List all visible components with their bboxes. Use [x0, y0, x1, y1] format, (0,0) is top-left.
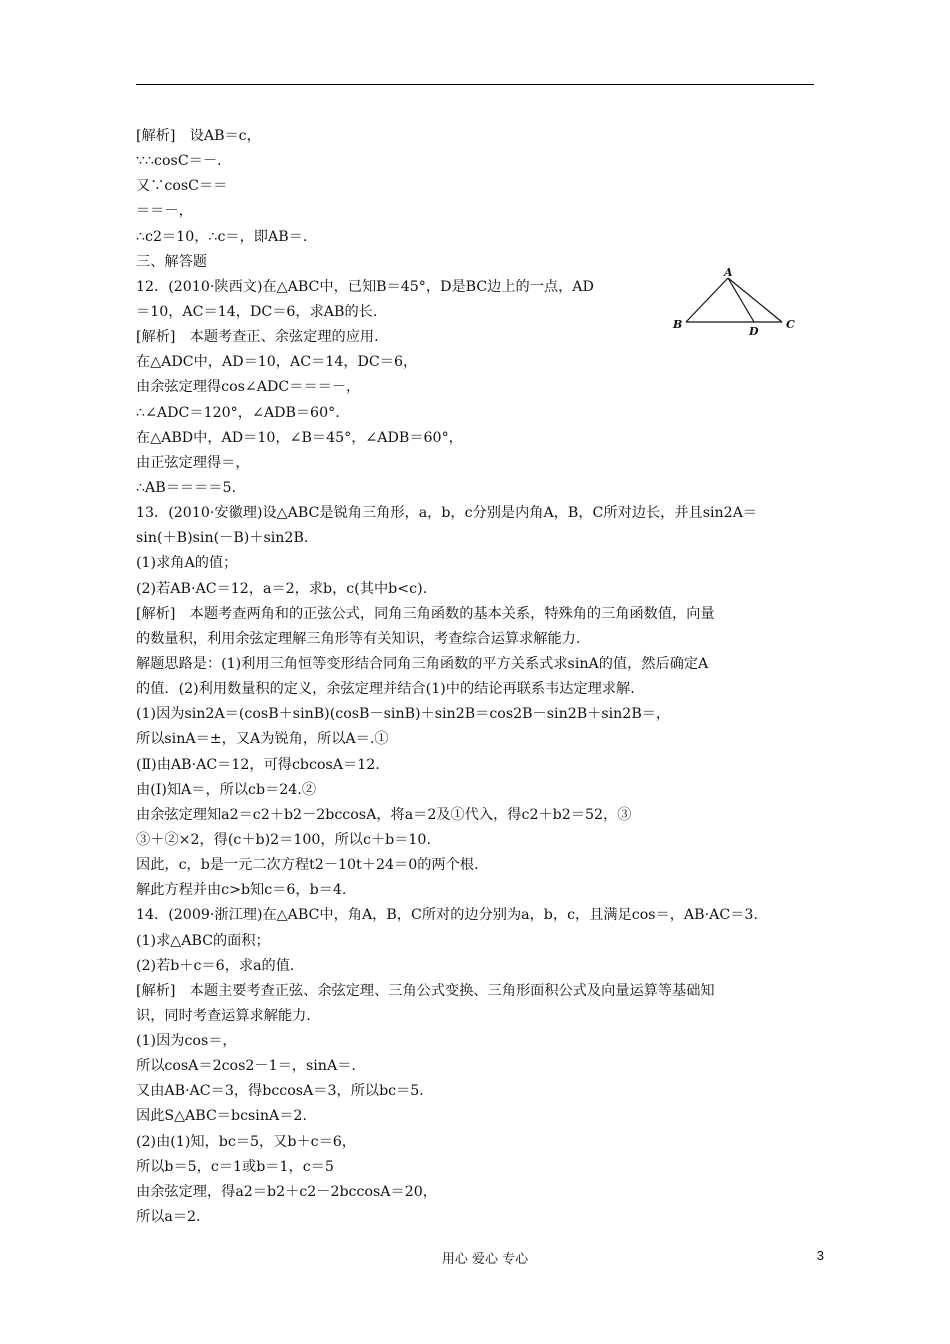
text-line: ＝＝－， — [136, 203, 193, 220]
text-line: ∴∠ADC＝120°，∠ADB＝60°. — [136, 404, 340, 421]
text-line: (1)求角A的值； — [136, 555, 238, 572]
header-rule — [136, 84, 814, 85]
vertex-label-c: C — [786, 318, 795, 331]
text-line: 的值．(2)利用数量积的定义，余弦定理并结合(1)中的结论再联系韦达定理求解. — [136, 681, 635, 698]
text-line: (Ⅱ)由AB·AC＝12，可得cbcosA＝12. — [136, 756, 380, 773]
text-line: 由余弦定理，得a2＝b2＋c2－2bccosA＝20， — [136, 1183, 437, 1200]
text-line: 解题思路是：(1)利用三角恒等变形结合同角三角函数的平方关系式求sinA的值，然后确定A — [136, 655, 709, 672]
text-line: 在△ADC中，AD＝10，AC＝14，DC＝6， — [136, 354, 418, 371]
text-line: (1)求△ABC的面积； — [136, 932, 270, 949]
text-line: ∴c2＝10，∴c＝，即AB＝. — [136, 228, 308, 245]
text-line: (2)由(1)知，bc＝5，又b＋c＝6， — [136, 1133, 356, 1150]
text-line: [解析] 本题考查正、余弦定理的应用. — [136, 329, 379, 346]
text-line: 由正弦定理得＝， — [136, 454, 250, 471]
text-line: 又由AB·AC＝3，得bccosA＝3，所以bc＝5. — [136, 1083, 424, 1100]
text-line: (2)若b＋c＝6，求a的值. — [136, 957, 295, 974]
problem-13-statement: 13．(2010·安徽理)设△ABC是锐角三角形，a，b，c分别是内角A，B，C所对边长，并且sin2A＝ — [136, 505, 758, 522]
text-line: 由余弦定理得cos∠ADC＝＝＝－， — [136, 379, 361, 396]
problem-12-statement: 12．(2010·陕西文)在△ABC中，已知B＝45°，D是BC边上的一点，AD — [136, 278, 594, 295]
section-heading: 三、解答题 — [136, 253, 207, 270]
text-line: ∴AB＝＝＝＝5. — [136, 479, 236, 496]
side-ad — [728, 278, 754, 322]
text-line: (1)因为sin2A＝(cosB＋sinB)(cosB－sinB)＋sin2B＝cos2B－sin2B＋sin2B＝， — [136, 706, 671, 723]
text-line: 所以sinA＝±，又A为锐角，所以A＝.① — [136, 731, 389, 748]
text-line: 因此S△ABC＝bcsinA＝2. — [136, 1108, 307, 1125]
text-line: sin(＋B)sin(－B)＋sin2B. — [136, 530, 309, 547]
text-line: 在△ABD中，AD＝10，∠B＝45°，∠ADB＝60°， — [136, 429, 463, 446]
text-line: 所以cosA＝2cos2－1＝，sinA＝. — [136, 1058, 356, 1075]
side-ab — [686, 278, 728, 322]
triangle-figure — [668, 266, 802, 336]
text-line: 由余弦定理知a2＝c2＋b2－2bccosA，将a＝2及①代入，得c2＋b2＝52，③ — [136, 806, 632, 823]
text-line: ③＋②×2，得(c＋b)2＝100，所以c＋b＝10. — [136, 831, 431, 848]
text-line: (1)因为cos＝， — [136, 1033, 237, 1050]
text-line: 所以b＝5，c＝1或b＝1，c＝5 — [136, 1158, 334, 1175]
side-ac — [728, 278, 782, 322]
page-number: 3 — [816, 1248, 824, 1263]
text-line: 解此方程并由c>b知c＝6，b＝4. — [136, 882, 347, 899]
text-line: (2)若AB·AC＝12，a＝2，求b，c(其中b<c). — [136, 580, 428, 597]
text-line: 因此，c，b是一元二次方程t2－10t＋24＝0的两个根. — [136, 857, 479, 874]
problem-14-statement: 14．(2009·浙江理)在△ABC中，角A，B，C所对的边分别为a，b，c，且满足cos＝，AB·AC＝3. — [136, 907, 758, 924]
text-line: 又∵cosC＝＝ — [136, 178, 228, 195]
text-line: 由(Ⅰ)知A＝，所以cb＝24.② — [136, 781, 317, 798]
vertex-label-d: D — [749, 325, 759, 336]
text-line: ＝10，AC＝14，DC＝6，求AB的长. — [136, 303, 378, 320]
text-line: [解析] 本题主要考查正弦、余弦定理、三角公式变换、三角形面积公式及向量运算等基础知 — [136, 982, 715, 999]
text-line: 所以a＝2. — [136, 1209, 201, 1226]
text-line: [解析] 本题考查两角和的正弦公式，同角三角函数的基本关系，特殊角的三角函数值，向量 — [136, 605, 715, 622]
vertex-label-b: B — [673, 318, 683, 331]
vertex-label-a: A — [724, 266, 733, 279]
footer-motto: 用心 爱心 专心 — [441, 1252, 529, 1267]
text-line: [解析] 设AB＝c， — [136, 128, 261, 144]
text-line: ∵∴cosC＝－. — [136, 153, 222, 170]
text-line: 的数量积，利用余弦定理解三角形等有关知识，考查综合运算求解能力. — [136, 630, 581, 647]
text-line: 识，同时考查运算求解能力. — [136, 1007, 311, 1024]
